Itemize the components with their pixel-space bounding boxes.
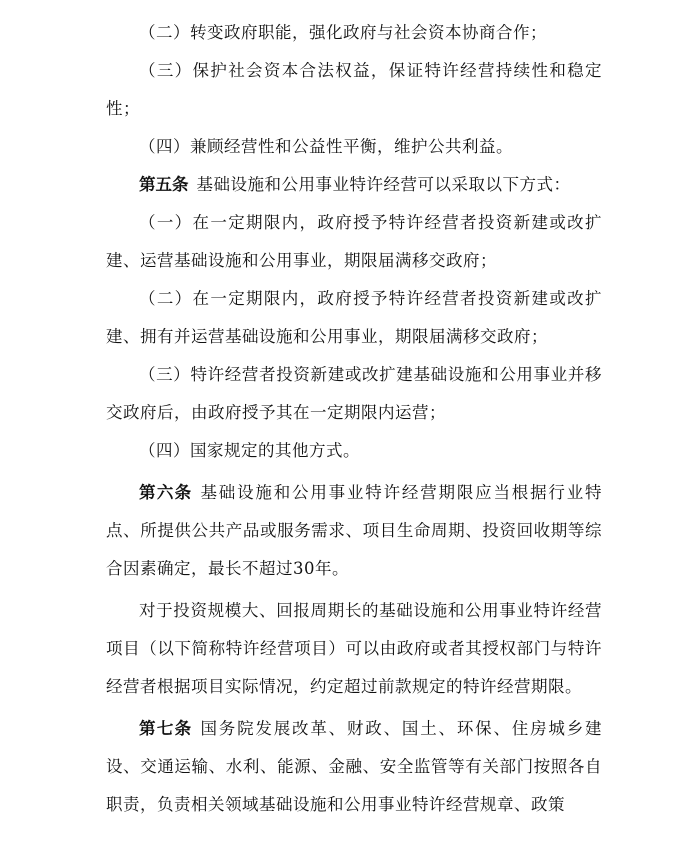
article-6-para-2	[106, 592, 602, 706]
paragraph-text: （二）转变政府职能，强化政府与社会资本协商合作；	[139, 23, 547, 42]
paragraph-text: （四）兼顾经营性和公益性平衡，维护公共利益。	[139, 137, 513, 156]
article-6	[106, 474, 602, 588]
article-5-item-3	[106, 356, 602, 432]
article-5	[106, 166, 602, 204]
paragraph-text: 基础设施和公用事业特许经营可以采取以下方式：	[196, 175, 571, 194]
article-number: 第五条	[139, 175, 189, 194]
paragraph-text: （一）在一定期限内，政府授予特许经营者投资新建或改扩建、运营基础设施和公用事业，期限届满移交政府；	[106, 213, 602, 270]
paragraph-item-2	[106, 14, 602, 52]
article-7	[106, 710, 602, 824]
paragraph-text: 国务院发展改革、财政、国土、环保、住房城乡建设、交通运输、水利、能源、金融、安全监管等有关部门按照各自职责，负责相关领域基础设施和公用事业特许经营规章、政策	[106, 719, 602, 814]
paragraph-text: （四）国家规定的其他方式。	[139, 441, 360, 460]
paragraph-text: （二）在一定期限内，政府授予特许经营者投资新建或改扩建、拥有并运营基础设施和公用事业，期限届满移交政府；	[106, 289, 602, 346]
paragraph-text: 对于投资规模大、回报周期长的基础设施和公用事业特许经营项目（以下简称特许经营项目）可以由政府或者其授权部门与特许经营者根据项目实际情况，约定超过前款规定的特许经营期限。	[106, 601, 602, 696]
article-number: 第七条	[139, 719, 193, 738]
article-5-item-2	[106, 280, 602, 356]
paragraph-item-4	[106, 128, 602, 166]
article-5-item-4	[106, 432, 602, 470]
paragraph-item-3	[106, 52, 602, 128]
paragraph-text: （三）特许经营者投资新建或改扩建基础设施和公用事业并移交政府后，由政府授予其在一定期限内运营；	[106, 365, 602, 422]
article-5-item-1	[106, 204, 602, 280]
paragraph-text: （三）保护社会资本合法权益，保证特许经营持续性和稳定性；	[106, 61, 602, 118]
document-page	[106, 14, 602, 824]
article-number: 第六条	[139, 483, 193, 502]
paragraph-text: 基础设施和公用事业特许经营期限应当根据行业特点、所提供公共产品或服务需求、项目生命周期、投资回收期等综合因素确定，最长不超过30年。	[106, 483, 602, 578]
